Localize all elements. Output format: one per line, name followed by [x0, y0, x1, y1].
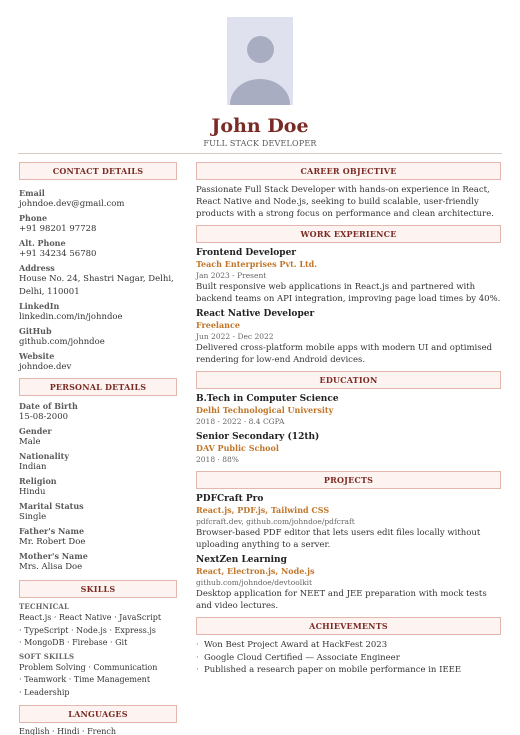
experience-org: Teach Enterprises Pvt. Ltd. [196, 259, 318, 269]
field-value: johndoe.dev [19, 362, 72, 372]
personal-mother-name [19, 551, 177, 573]
contact-address [19, 263, 177, 298]
achievement-item [196, 664, 501, 677]
field-value: +91 34234 56780 [19, 249, 97, 259]
candidate-title: FULL STACK DEVELOPER [203, 139, 317, 148]
resume-header [0, 0, 520, 160]
field-label: Nationality [19, 451, 69, 461]
field-value: Indian [19, 462, 47, 472]
field-label: Phone [19, 213, 48, 223]
project-links: github.com/johndoe/devtoolkit [196, 578, 313, 587]
bullet-icon: · [196, 652, 199, 663]
field-label: Gender [19, 426, 52, 436]
education-school: Delhi Technological University [196, 405, 334, 415]
education-item [196, 393, 501, 427]
experience-org: Freelance [196, 320, 240, 330]
project-desc: Browser-based PDF editor that lets users edit files locally without uploading anything to a server. [196, 528, 481, 550]
project-tech: React, Electron.js, Node.js [196, 566, 315, 576]
soft-skills-line: Problem Solving · Communication [19, 662, 158, 672]
header-divider [18, 153, 502, 154]
contact-alt-phone [19, 238, 177, 260]
personal-religion [19, 476, 177, 498]
field-label: Date of Birth [19, 401, 78, 411]
experience-heading: WORK EXPERIENCE [196, 225, 501, 243]
achievement-item [196, 639, 501, 652]
education-meta: 2018 · 88% [196, 455, 239, 464]
experience-desc: Built responsive web applications in React.js and partnered with backend teams on API integration, improving page load times by 40%. [196, 282, 501, 304]
left-column [19, 162, 177, 735]
field-label: Marital Status [19, 501, 84, 511]
education-item [196, 431, 501, 465]
project-tech: React.js, PDF.js, Tailwind CSS [196, 505, 330, 515]
experience-dates: Jan 2023 - Present [196, 271, 267, 280]
experience-role: Frontend Developer [196, 248, 297, 258]
experience-dates: Jun 2022 - Dec 2022 [196, 332, 274, 341]
field-label: Website [19, 351, 55, 361]
field-value: House No. 24, Shastri Nagar, Delhi, Delhi, 110001 [19, 274, 174, 297]
field-value: github.com/johndoe [19, 337, 105, 347]
personal-heading: PERSONAL DETAILS [19, 378, 177, 396]
education-heading: EDUCATION [196, 371, 501, 389]
technical-skills-line: React.js · React Native · JavaScript [19, 613, 162, 622]
right-column [196, 162, 501, 677]
candidate-name: John Doe [211, 115, 309, 137]
project-item [196, 554, 501, 612]
objective-text: Passionate Full Stack Developer with hands-on experience in React, React Native and Node.js, seeking to build scalable, user-friendly products with a strong focus on performance and clean architecture. [196, 185, 494, 219]
technical-skills-line: · MongoDB · Firebase · Git [19, 638, 128, 647]
field-value: +91 98201 97728 [19, 224, 97, 234]
field-label: Religion [19, 476, 57, 486]
languages-value: English · Hindi · French [19, 727, 117, 735]
experience-item [196, 247, 501, 305]
field-label: Father's Name [19, 526, 85, 536]
contact-phone [19, 213, 177, 235]
education-meta: 2018 - 2022 · 8.4 CGPA [196, 417, 285, 426]
bullet-icon: · [196, 640, 199, 650]
avatar [227, 17, 293, 105]
project-desc: Desktop application for NEET and JEE preparation with mock tests and video lectures. [196, 589, 487, 611]
experience-role: React Native Developer [196, 309, 315, 319]
personal-gender [19, 426, 177, 448]
project-item [196, 493, 501, 551]
field-value: Mr. Robert Doe [19, 537, 86, 547]
field-label: GitHub [19, 326, 52, 336]
field-value: 15-08-2000 [19, 412, 69, 422]
field-label: Email [19, 188, 45, 198]
personal-marital-status [19, 501, 177, 523]
languages-heading: LANGUAGES [19, 705, 177, 723]
soft-skills-label: SOFT SKILLS [19, 651, 75, 661]
education-degree: B.Tech in Computer Science [196, 394, 339, 404]
field-value: johndoe.dev@gmail.com [19, 199, 125, 209]
soft-skills-line: · Teamwork · Time Management [19, 675, 151, 684]
project-links: pdfcraft.dev, github.com/johndoe/pdfcraft [196, 517, 355, 526]
achievement-text: Google Cloud Certified — Associate Engineer [204, 652, 400, 663]
contact-heading: CONTACT DETAILS [19, 162, 177, 180]
contact-email [19, 188, 177, 210]
avatar-head-shape [247, 36, 274, 63]
contact-github [19, 326, 177, 348]
education-degree: Senior Secondary (12th) [196, 432, 320, 442]
experience-desc: Delivered cross-platform mobile apps with modern UI and optimised rendering for low-end Android devices. [196, 343, 493, 365]
personal-nationality [19, 451, 177, 473]
soft-skills-line: · Leadership [19, 687, 70, 697]
technical-skills-label: TECHNICAL [19, 602, 70, 611]
achievement-text: Published a research paper on mobile performance in IEEE [204, 665, 462, 675]
education-school: DAV Public School [196, 443, 279, 453]
field-value: linkedin.com/in/johndoe [19, 312, 123, 322]
field-value: Male [19, 437, 41, 447]
experience-item [196, 308, 501, 366]
bullet-icon: · [196, 665, 199, 675]
skills-heading: SKILLS [19, 580, 177, 598]
field-value: Hindu [19, 487, 46, 497]
contact-website [19, 351, 177, 373]
personal-dob [19, 401, 177, 423]
field-value: Mrs. Alisa Doe [19, 562, 83, 572]
objective-heading: CAREER OBJECTIVE [196, 162, 501, 180]
personal-father-name [19, 526, 177, 548]
achievements-heading: ACHIEVEMENTS [196, 617, 501, 635]
field-label: Alt. Phone [19, 238, 66, 248]
projects-heading: PROJECTS [196, 471, 501, 489]
field-label: Mother's Name [19, 551, 88, 561]
achievement-text: Won Best Project Award at HackFest 2023 [204, 640, 388, 650]
field-label: LinkedIn [19, 301, 60, 311]
field-value: Single [19, 512, 47, 522]
field-label: Address [19, 263, 55, 273]
project-name: NextZen Learning [196, 555, 287, 565]
project-name: PDFCraft Pro [196, 494, 264, 504]
avatar-body-shape [230, 79, 290, 105]
contact-linkedin [19, 301, 177, 323]
technical-skills-line: · TypeScript · Node.js · Express.js [19, 625, 156, 635]
achievement-item [196, 652, 501, 665]
